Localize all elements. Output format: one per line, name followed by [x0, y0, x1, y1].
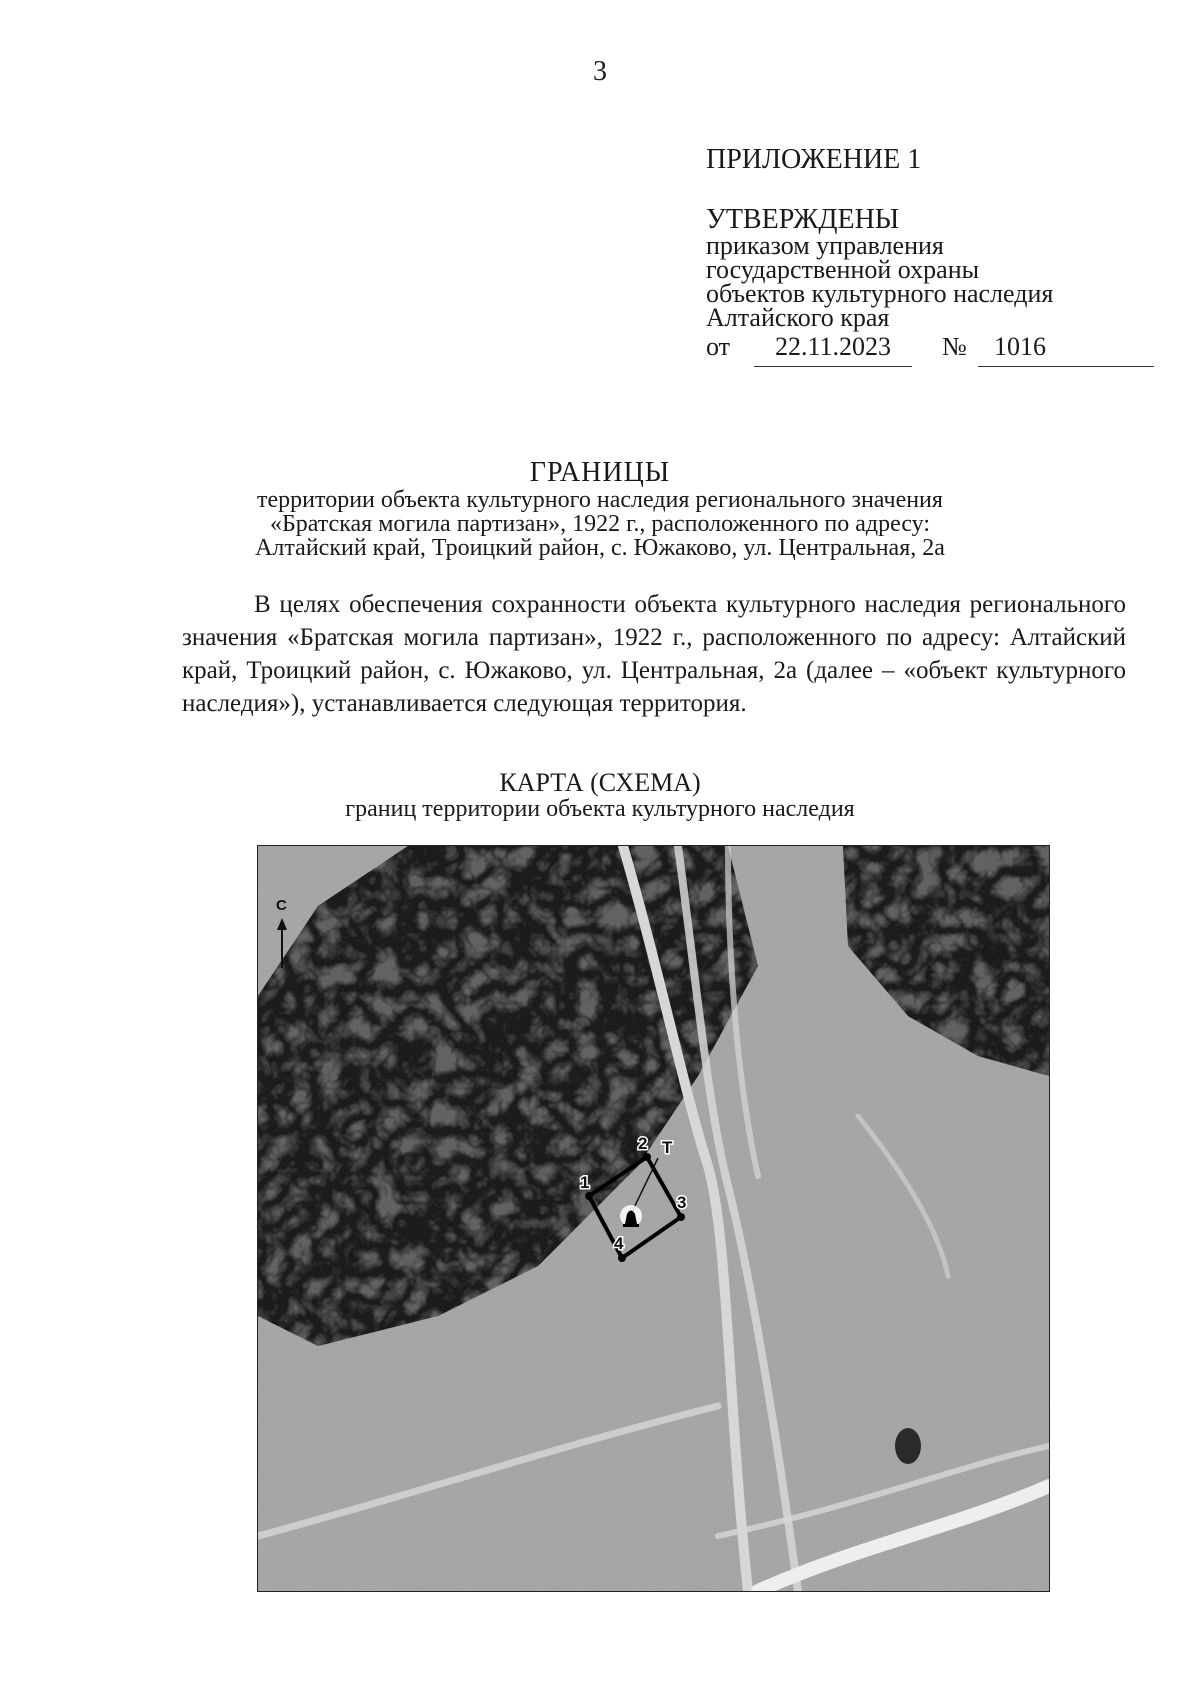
- point-label-3: 3: [677, 1193, 687, 1212]
- approval-line: приказом управления: [706, 231, 944, 260]
- page-number: 3: [593, 56, 607, 87]
- order-date: 22.11.2023: [754, 334, 912, 367]
- point-label-2: 2: [638, 1134, 648, 1153]
- point-label-4: 4: [614, 1234, 624, 1253]
- map-title: [0, 770, 1200, 822]
- boundary-map: [257, 845, 1050, 1592]
- north-label: С: [276, 897, 287, 914]
- order-number: 1016: [978, 334, 1154, 367]
- date-prefix: от: [706, 332, 731, 361]
- appendix-label: ПРИЛОЖЕНИЕ 1: [706, 144, 922, 175]
- title-heading: ГРАНИЦЫ: [529, 457, 671, 488]
- title-line: территории объекта культурного наследия регионального значения: [257, 487, 943, 513]
- boundary-point: [643, 1153, 651, 1161]
- map-heading: КАРТА (СХЕМА): [499, 768, 701, 797]
- boundary-point: [677, 1213, 685, 1221]
- map-image: [258, 846, 1049, 1591]
- approval-line: государственной охраны: [706, 255, 980, 284]
- approval-line: Алтайского края: [706, 303, 890, 332]
- title-line: Алтайский край, Троицкий район, с. Южаково, ул. Центральная, 2а: [255, 535, 945, 561]
- boundary-point: [618, 1254, 626, 1262]
- title-line: «Братская могила партизан», 1922 г., расположенного по адресу:: [269, 511, 931, 537]
- boundary-point: [585, 1192, 593, 1200]
- point-label-1: 1: [580, 1173, 590, 1192]
- number-sign: №: [942, 332, 967, 361]
- marker-label: Т: [662, 1138, 673, 1157]
- map-subheading: границ территории объекта культурного наследия: [345, 796, 855, 822]
- approved-label: УТВЕРЖДЕНЫ: [706, 204, 900, 235]
- approval-block: [706, 146, 1053, 374]
- body-paragraph: В целях обеспечения сохранности объекта культурного наследия регионального значения «Братская могила партизан», 1922 г., расположенного по адресу: Алтайский край, Троицкий район, с. Южаково, ул. Центральная, 2а (далее – «объект культурного наследия»), устанавливается следующая территория.: [182, 591, 1126, 717]
- monument-icon: [620, 1205, 642, 1227]
- order-date-row: [706, 334, 1053, 374]
- dark-spot: [895, 1428, 921, 1464]
- approval-line: объектов культурного наследия: [706, 279, 1054, 308]
- document-title: [0, 458, 1200, 560]
